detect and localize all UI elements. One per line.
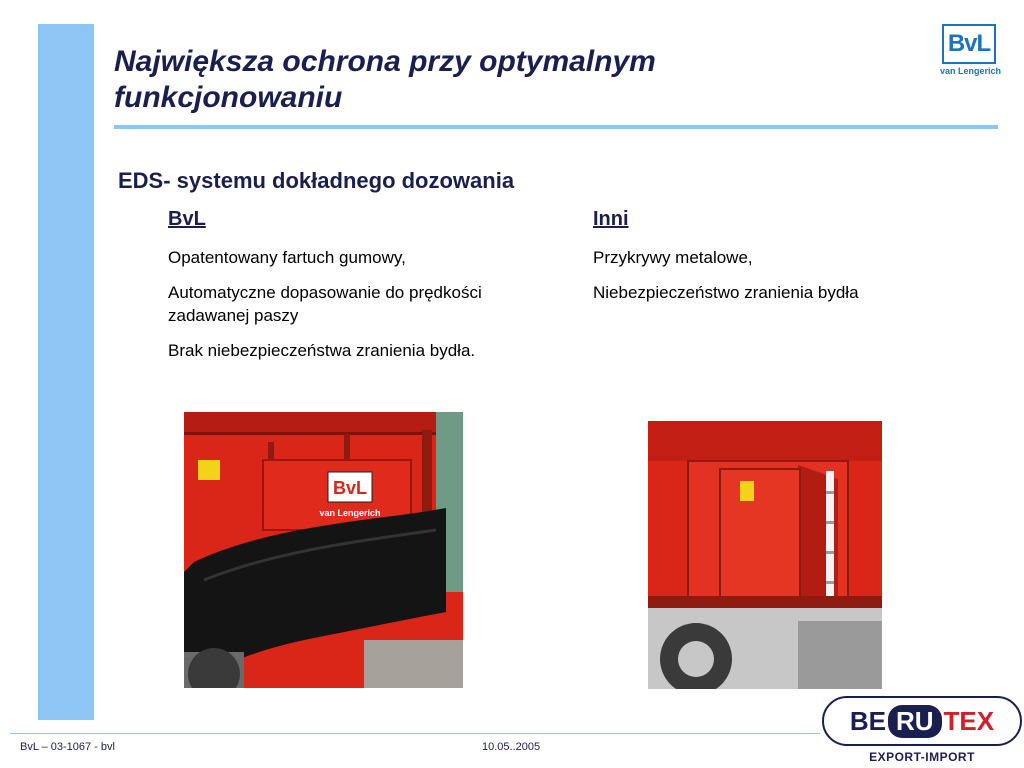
- list-item: Opatentowany fartuch gumowy,: [168, 248, 406, 267]
- footer-reference: BvL – 03-1067 - bvl: [20, 741, 115, 753]
- plate-sub-text: van Lengerich: [319, 508, 381, 518]
- footer-divider: [10, 733, 820, 734]
- list-item: Niebezpieczeństwo zranienia bydła: [593, 283, 859, 302]
- bvl-rubber-apron-photo: [184, 412, 463, 688]
- footer-date: 10.05..2005: [482, 741, 541, 753]
- bvl-feature-list: [168, 246, 558, 374]
- bvl-logo-subtext: van Lengerich: [940, 66, 1002, 76]
- bvl-column-heading: BvL: [168, 208, 206, 230]
- title-line-1: Największa ochrona przy optymalnym: [114, 45, 656, 78]
- slide-title: [114, 44, 656, 116]
- others-column-heading: Inni: [593, 208, 629, 230]
- berutex-be-text: BE: [849, 705, 886, 736]
- plate-bvl-text: BvL: [332, 478, 368, 498]
- title-line-2: funkcjonowaniu: [114, 81, 343, 114]
- bvl-logo-box: [942, 24, 996, 64]
- competitor-metal-cover-photo: [648, 421, 882, 689]
- bvl-logo-text: BvL: [947, 30, 991, 57]
- list-item: Przykrywy metalowe,: [593, 248, 753, 267]
- berutex-logo: [822, 696, 1022, 768]
- berutex-logo-pill: [822, 696, 1022, 746]
- berutex-tex-text: TEX: [943, 705, 995, 736]
- list-item: Brak niebezpieczeństwa zranienia bydła.: [168, 341, 476, 360]
- berutex-subtitle: EXPORT-IMPORT: [869, 750, 975, 764]
- title-underline: [114, 125, 998, 129]
- left-decorative-bar: [38, 24, 94, 720]
- berutex-ru-text: RU: [888, 705, 942, 738]
- others-feature-list: [593, 246, 973, 316]
- list-item: Automatyczne dopasowanie do prędkości zadawanej paszy: [168, 283, 482, 325]
- bvl-logo: [940, 24, 1002, 78]
- section-subtitle: EDS- systemu dokładnego dozowania: [118, 168, 515, 193]
